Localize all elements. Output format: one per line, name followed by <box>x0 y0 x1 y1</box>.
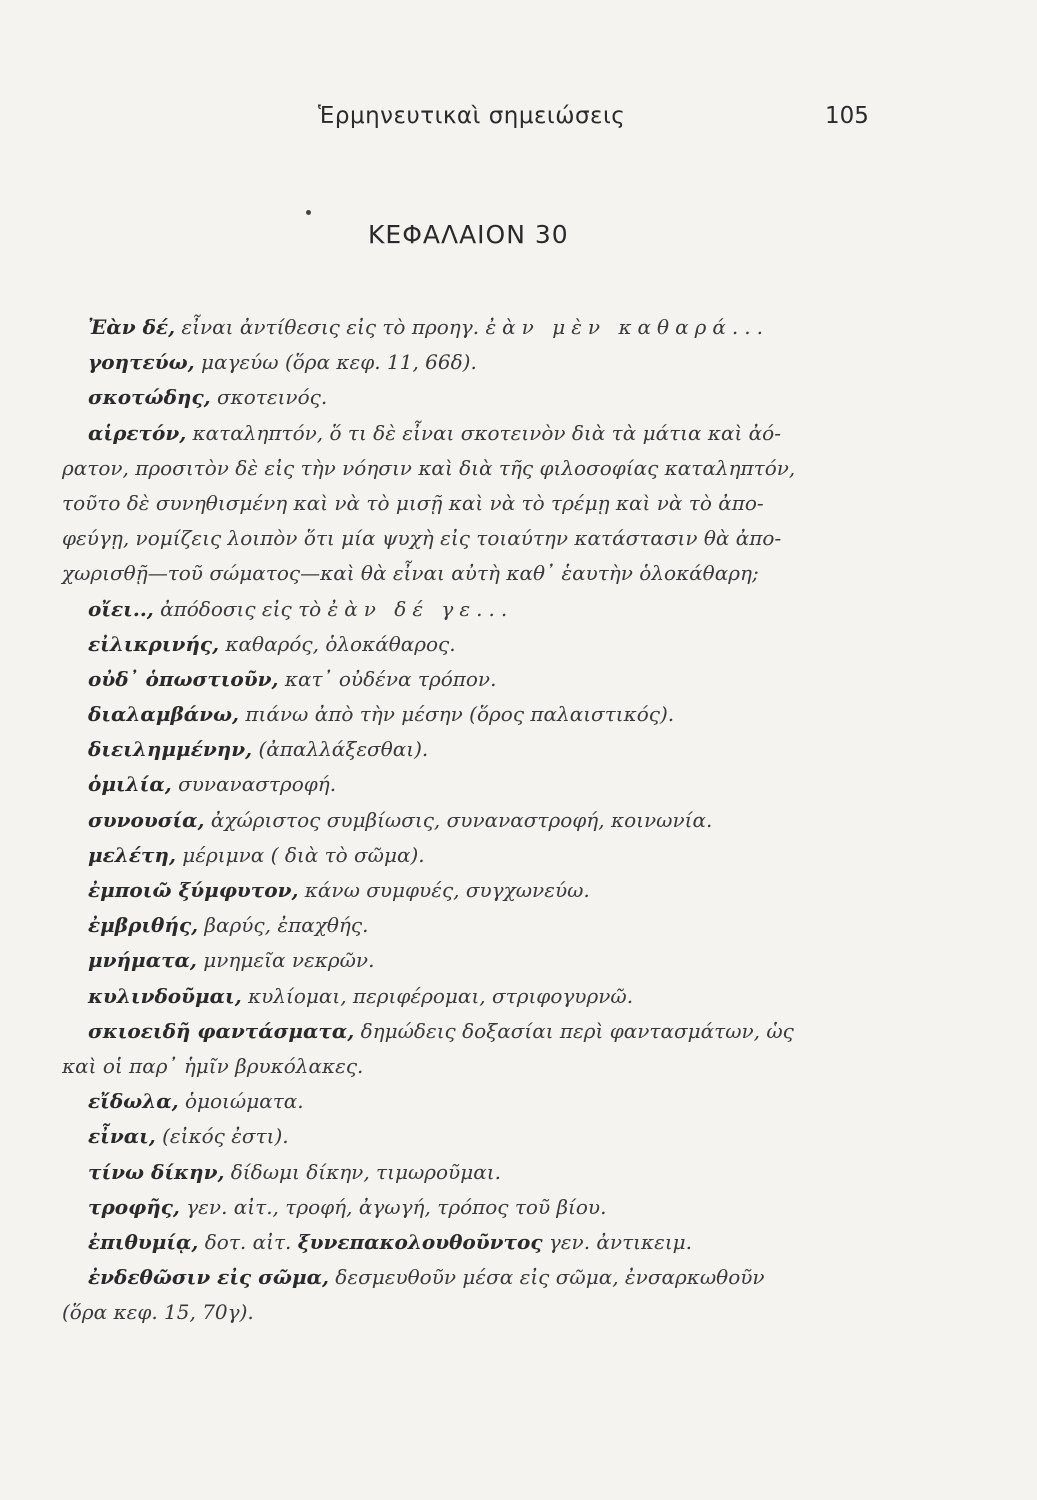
glossary-definition: εἶναι ἀντίθεσις εἰς τὸ προηγ. <box>175 315 486 339</box>
glossary-definition: γεν. αἰτ., τροφή, ἀγωγή, τρόπος τοῦ βίου. <box>179 1194 607 1219</box>
glossary-line <box>62 592 882 627</box>
glossary-definition: χωρισθῇ—τοῦ σώματος—καὶ θὰ εἶναι αὐτὴ καθ᾽ ἑαυτὴν ὁλοκάθαρη; <box>62 561 759 586</box>
glossary-line <box>62 486 882 521</box>
glossary-definition: δίδωμι δίκην, τιμωροῦμαι. <box>224 1159 501 1184</box>
quoted-phrase: ἐὰν μὲν καθαρά... <box>485 315 769 339</box>
glossary-line <box>62 345 882 380</box>
glossary-line <box>62 521 882 556</box>
glossary-definition: μνημεῖα νεκρῶν. <box>196 948 375 973</box>
glossary-term: ξυνεπακολουθοῦντος <box>297 1229 543 1254</box>
glossary-term: εἰλικρινής, <box>88 631 220 656</box>
glossary-definition: βαρύς, ἐπαχθής. <box>198 913 369 938</box>
glossary-term: μνήματα, <box>88 948 197 973</box>
glossary-definition: δοτ. αἰτ. <box>198 1229 298 1254</box>
glossary-line <box>62 1014 882 1049</box>
glossary-line <box>62 662 882 697</box>
glossary-term: Ἐὰν δέ, <box>88 315 176 339</box>
glossary-term: σκιοειδῆ φαντάσματα, <box>88 1018 355 1043</box>
glossary-line <box>62 1260 882 1295</box>
glossary-term: γοητεύω, <box>88 350 195 375</box>
glossary-term: κυλινδοῦμαι, <box>88 983 242 1008</box>
glossary-line <box>62 697 882 732</box>
glossary-definition: τοῦτο δὲ συνηθισμένη καὶ νὰ τὸ μισῇ καὶ νὰ τὸ τρέμῃ καὶ νὰ τὸ ἀπο- <box>62 490 764 515</box>
quoted-phrase: ἐὰν δέ γε... <box>327 596 514 621</box>
glossary-term: ὁμιλία, <box>88 772 172 797</box>
glossary-definition: φεύγῃ, νομίζεις λοιπὸν ὅτι μία ψυχὴ εἰς τοιαύτην κατάστασιν θὰ ἀπο- <box>62 526 782 551</box>
glossary-line <box>62 627 882 662</box>
glossary-definition: μέριμνα ( διὰ τὸ σῶμα). <box>175 842 425 867</box>
glossary-line <box>62 873 882 908</box>
glossary-definition: (εἰκός ἐστι). <box>155 1124 289 1149</box>
glossary-definition: κυλίομαι, περιφέρομαι, στριφογυρνῶ. <box>241 983 634 1008</box>
glossary-term: αἱρετόν, <box>88 420 187 445</box>
glossary-line <box>62 838 882 873</box>
glossary-line <box>62 556 882 591</box>
glossary-line <box>62 1225 882 1260</box>
glossary-term: εἴδωλα, <box>88 1089 179 1114</box>
glossary-line <box>62 1084 882 1119</box>
glossary-definition: (ὅρα κεφ. 15, 70γ). <box>62 1300 254 1325</box>
glossary-term: οἴει.., <box>88 596 154 621</box>
glossary-definition: γεν. ἀντικειμ. <box>542 1229 693 1254</box>
glossary-definition: ἀχώριστος συμβίωσις, συναναστροφή, κοινωνία. <box>204 807 713 832</box>
glossary-definition: δεσμευθοῦν μέσα εἰς σῶμα, ἐνσαρκωθοῦν <box>328 1265 765 1290</box>
glossary-definition: ὁμοιώματα. <box>178 1089 304 1114</box>
glossary-term: σκοτώδης, <box>88 385 211 410</box>
glossary-line <box>62 803 882 838</box>
glossary-line <box>62 1049 882 1084</box>
glossary-term: ἐπιθυμίᾳ, <box>88 1229 199 1254</box>
glossary-term: τίνω δίκην, <box>88 1159 225 1184</box>
glossary-line <box>62 451 882 486</box>
glossary-line <box>62 732 882 767</box>
running-title: Ἑρμηνευτικαὶ σημειώσεις <box>318 103 626 129</box>
glossary-term: εἶναι, <box>88 1124 156 1149</box>
glossary-term: διειλημμένην, <box>88 737 253 762</box>
glossary-line <box>62 1190 882 1225</box>
page-number: 105 <box>825 103 869 129</box>
glossary-definition: μαγεύω (ὅρα κεφ. 11, 66δ). <box>194 350 477 375</box>
glossary-term: ἐμβριθής, <box>88 913 199 938</box>
glossary-definition: καταληπτόν, ὅ τι δὲ εἶναι σκοτεινὸν διὰ τὰ μάτια καὶ ἀό- <box>186 420 781 445</box>
glossary-body <box>62 310 882 1330</box>
glossary-line <box>62 908 882 943</box>
glossary-term: συνουσία, <box>88 807 205 832</box>
glossary-definition: καὶ οἱ παρ᾽ ἡμῖν βρυκόλακες. <box>62 1053 364 1078</box>
glossary-term: μελέτη, <box>88 842 176 867</box>
glossary-definition: καθαρός, ὁλοκάθαρος. <box>219 631 456 656</box>
glossary-term: διαλαμβάνω, <box>88 702 240 727</box>
glossary-line <box>62 380 882 415</box>
glossary-line <box>62 979 882 1014</box>
chapter-title: ΚΕΦΑΛΑΙΟΝ 30 <box>368 220 569 249</box>
glossary-line <box>62 1155 882 1190</box>
glossary-definition: κάνω συμφυές, συγχωνεύω. <box>298 878 590 902</box>
ink-dot <box>306 210 311 215</box>
glossary-line <box>62 943 882 978</box>
glossary-line <box>62 310 882 345</box>
glossary-definition: συναναστροφή. <box>171 772 337 797</box>
glossary-term: οὐδ᾽ ὁπωστιοῦν, <box>88 666 279 691</box>
glossary-term: ἐνδεθῶσιν εἰς σῶμα, <box>88 1265 329 1290</box>
glossary-term: τροφῆς, <box>88 1194 180 1219</box>
glossary-definition: σκοτεινός. <box>210 385 328 410</box>
glossary-line <box>62 767 882 802</box>
glossary-definition: (ἀπαλλάξεσθαι). <box>252 737 429 762</box>
glossary-line <box>62 1119 882 1154</box>
glossary-term: ἐμποιῶ ξύμφυτον, <box>88 878 299 902</box>
glossary-definition: ἀπόδοσις εἰς τὸ <box>153 596 328 621</box>
glossary-definition: ρατον, προσιτὸν δὲ εἰς τὴν νόησιν καὶ διὰ τῆς φιλοσοφίας καταληπτόν, <box>62 455 796 480</box>
glossary-definition: πιάνω ἀπὸ τὴν μέσην (ὅρος παλαιστικός). <box>239 702 675 727</box>
glossary-definition: κατ᾽ οὐδένα τρόπον. <box>278 666 497 691</box>
glossary-line <box>62 1295 882 1330</box>
glossary-definition: δημώδεις δοξασίαι περὶ φαντασμάτων, ὡς <box>354 1018 794 1043</box>
glossary-line <box>62 416 882 451</box>
